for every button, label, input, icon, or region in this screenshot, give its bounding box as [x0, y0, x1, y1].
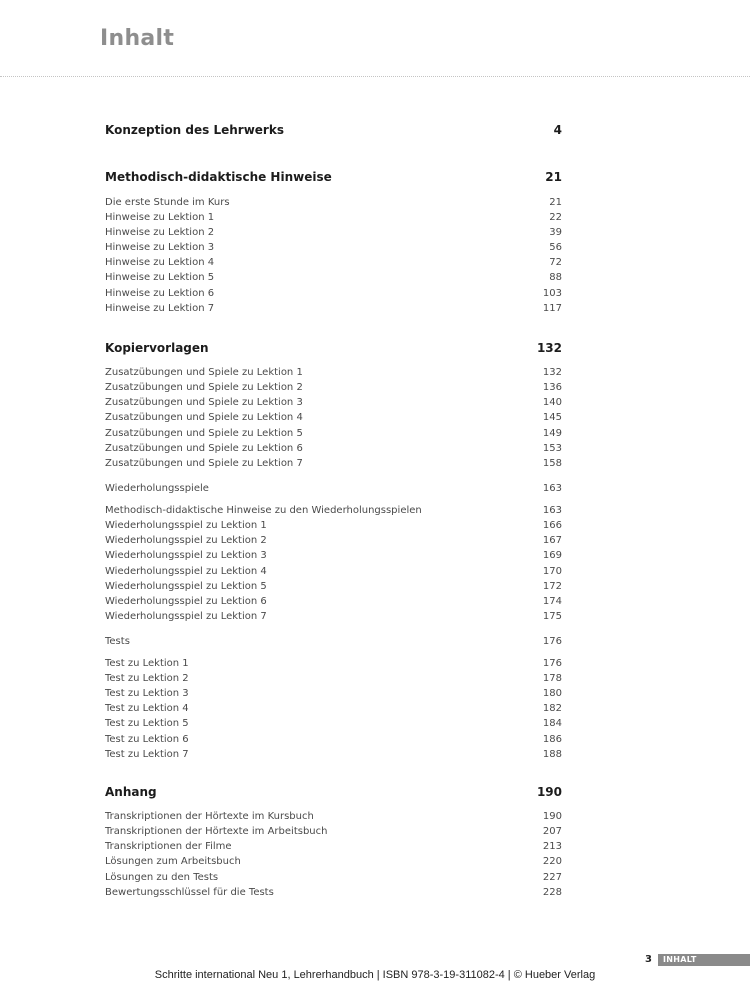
toc-entry-page: 56: [549, 242, 562, 253]
toc-entry[interactable]: [105, 367, 562, 378]
toc-entry-label: Test zu Lektion 3: [105, 688, 189, 699]
toc-entry-label: Wiederholungsspiel zu Lektion 4: [105, 566, 267, 577]
toc-heading-label: Kopiervorlagen: [105, 341, 209, 355]
toc-entry-page: 158: [542, 458, 562, 469]
toc-heading-label: Anhang: [105, 785, 157, 799]
toc-entry-label: Hinweise zu Lektion 3: [105, 242, 215, 253]
toc-entry-label: Hinweise zu Lektion 5: [105, 272, 215, 283]
toc-entry[interactable]: [105, 581, 562, 592]
toc-heading-page: 190: [536, 785, 562, 799]
toc-entry-page: 163: [542, 483, 562, 494]
toc-entry-page: 153: [542, 443, 562, 454]
toc-entry[interactable]: [105, 212, 562, 223]
toc-entry-label: Zusatzübungen und Spiele zu Lektion 6: [105, 443, 303, 454]
page-title: Inhalt: [100, 26, 175, 51]
toc-entry-page: 103: [542, 288, 562, 299]
toc-heading-page: 21: [545, 170, 562, 184]
toc-entry-label: Hinweise zu Lektion 4: [105, 257, 215, 268]
toc-entry[interactable]: [105, 520, 562, 531]
toc-entry-page: 163: [542, 505, 562, 516]
toc-entry-page: 72: [549, 257, 562, 268]
toc-entry[interactable]: [105, 734, 562, 745]
toc-entry-label: Wiederholungsspiel zu Lektion 7: [105, 611, 267, 622]
toc-entry-page: 184: [542, 718, 562, 729]
toc-entry-label: Zusatzübungen und Spiele zu Lektion 4: [105, 412, 303, 423]
toc-entry[interactable]: [105, 811, 562, 822]
toc-entry-page: 39: [549, 227, 562, 238]
toc-entry[interactable]: [105, 688, 562, 699]
toc-entry-page: 149: [542, 428, 562, 439]
toc-entry[interactable]: [105, 749, 562, 760]
toc-entry-page: 228: [542, 887, 562, 898]
publication-footer: Schritte international Neu 1, Lehrerhandbuch | ISBN 978-3-19-311082-4 | © Hueber Verlag: [154, 969, 596, 981]
toc-entry-page: 22: [549, 212, 562, 223]
toc-entry-label: Transkriptionen der Hörtexte im Kursbuch: [105, 811, 314, 822]
toc-subheading-wiederholungsspiele[interactable]: [105, 483, 562, 494]
toc-entry[interactable]: [105, 227, 562, 238]
toc-entry[interactable]: [105, 505, 562, 516]
toc-entry-label: Hinweise zu Lektion 1: [105, 212, 215, 223]
toc-entry-page: 178: [542, 673, 562, 684]
toc-entry[interactable]: [105, 856, 562, 867]
toc-entry[interactable]: [105, 703, 562, 714]
toc-entry-label: Transkriptionen der Filme: [105, 841, 232, 852]
toc-entry[interactable]: [105, 566, 562, 577]
toc-entry-page: 182: [542, 703, 562, 714]
toc-entry[interactable]: [105, 197, 562, 208]
toc-heading-methodisch[interactable]: [105, 170, 562, 184]
toc-entry[interactable]: [105, 718, 562, 729]
toc-entry-label: Test zu Lektion 2: [105, 673, 189, 684]
toc-entry-page: 21: [549, 197, 562, 208]
toc-entry-label: Test zu Lektion 1: [105, 658, 189, 669]
toc-entry-label: Transkriptionen der Hörtexte im Arbeitsbuch: [105, 826, 328, 837]
toc-heading-kopiervorlagen[interactable]: [105, 341, 562, 355]
page-number: 3: [645, 954, 652, 965]
toc-entry[interactable]: [105, 826, 562, 837]
toc-entry-page: 180: [542, 688, 562, 699]
toc-entry-label: Hinweise zu Lektion 7: [105, 303, 215, 314]
toc-entry-page: 174: [542, 596, 562, 607]
toc-heading-label: Konzeption des Lehrwerks: [105, 123, 284, 137]
toc-entry-label: Die erste Stunde im Kurs: [105, 197, 230, 208]
section-label: INHALT: [663, 955, 697, 964]
toc-entry-label: Test zu Lektion 4: [105, 703, 189, 714]
toc-entry-page: 169: [542, 550, 562, 561]
toc-entry[interactable]: [105, 611, 562, 622]
toc-entry-label: Zusatzübungen und Spiele zu Lektion 1: [105, 367, 303, 378]
toc-entry-page: 227: [542, 872, 562, 883]
toc-entry[interactable]: [105, 303, 562, 314]
toc-entry-label: Wiederholungsspiel zu Lektion 2: [105, 535, 267, 546]
toc-entry-page: 186: [542, 734, 562, 745]
toc-entry-label: Test zu Lektion 5: [105, 718, 189, 729]
toc-entry-page: 140: [542, 397, 562, 408]
toc-heading-page: 132: [536, 341, 562, 355]
toc-entry[interactable]: [105, 272, 562, 283]
toc-entry[interactable]: [105, 887, 562, 898]
toc-entry-label: Wiederholungsspiel zu Lektion 1: [105, 520, 267, 531]
toc-entry-page: 145: [542, 412, 562, 423]
toc-entry[interactable]: [105, 596, 562, 607]
toc-heading-anhang[interactable]: [105, 785, 562, 799]
toc-entry-page: 190: [542, 811, 562, 822]
toc-entry-label: Hinweise zu Lektion 6: [105, 288, 215, 299]
toc-entry-page: 167: [542, 535, 562, 546]
toc-entry-label: Bewertungsschlüssel für die Tests: [105, 887, 274, 898]
toc-entry-page: 172: [542, 581, 562, 592]
toc-entry-page: 207: [542, 826, 562, 837]
toc-entry-page: 88: [549, 272, 562, 283]
toc-entry[interactable]: [105, 242, 562, 253]
toc-entry-label: Methodisch-didaktische Hinweise zu den Wiederholungsspielen: [105, 505, 422, 516]
toc-entry-label: Zusatzübungen und Spiele zu Lektion 7: [105, 458, 303, 469]
section-label-bar: [658, 954, 750, 966]
toc-entry-label: Zusatzübungen und Spiele zu Lektion 2: [105, 382, 303, 393]
toc-entry[interactable]: [105, 872, 562, 883]
toc-entry[interactable]: [105, 673, 562, 684]
toc-entry[interactable]: [105, 841, 562, 852]
toc-entry-page: 170: [542, 566, 562, 577]
toc-entry[interactable]: [105, 397, 562, 408]
toc-entry[interactable]: [105, 412, 562, 423]
toc-entry[interactable]: [105, 382, 562, 393]
toc-entry-label: Wiederholungsspiele: [105, 483, 209, 494]
toc-entry[interactable]: [105, 458, 562, 469]
toc-entry-label: Wiederholungsspiel zu Lektion 5: [105, 581, 267, 592]
toc-heading-page: 4: [553, 123, 562, 137]
toc-entry[interactable]: [105, 550, 562, 561]
toc-entry-label: Test zu Lektion 6: [105, 734, 189, 745]
toc-entry-page: 188: [542, 749, 562, 760]
toc-entry-label: Zusatzübungen und Spiele zu Lektion 5: [105, 428, 303, 439]
toc-entry-page: 117: [542, 303, 562, 314]
toc-entry-label: Tests: [105, 636, 130, 647]
toc-subheading-tests[interactable]: [105, 636, 562, 647]
header-divider: [0, 76, 750, 77]
toc-entry-page: 132: [542, 367, 562, 378]
toc-entry-label: Wiederholungsspiel zu Lektion 3: [105, 550, 267, 561]
toc-entry-label: Hinweise zu Lektion 2: [105, 227, 215, 238]
toc-entry[interactable]: [105, 257, 562, 268]
toc-heading-label: Methodisch-didaktische Hinweise: [105, 170, 332, 184]
toc-entry-label: Test zu Lektion 7: [105, 749, 189, 760]
toc-entry[interactable]: [105, 535, 562, 546]
toc-entry-label: Wiederholungsspiel zu Lektion 6: [105, 596, 267, 607]
toc-entry-page: 176: [542, 636, 562, 647]
toc-heading-konzeption[interactable]: [105, 123, 562, 137]
toc-entry-label: Lösungen zum Arbeitsbuch: [105, 856, 241, 867]
toc-entry-page: 213: [542, 841, 562, 852]
toc-entry-page: 175: [542, 611, 562, 622]
toc-entry-page: 166: [542, 520, 562, 531]
toc-entry[interactable]: [105, 443, 562, 454]
toc-entry-page: 136: [542, 382, 562, 393]
toc-entry[interactable]: [105, 288, 562, 299]
toc-entry[interactable]: [105, 428, 562, 439]
toc-entry[interactable]: [105, 658, 562, 669]
toc-entry-page: 220: [542, 856, 562, 867]
toc-entry-label: Lösungen zu den Tests: [105, 872, 219, 883]
toc-entry-label: Zusatzübungen und Spiele zu Lektion 3: [105, 397, 303, 408]
toc-entry-page: 176: [542, 658, 562, 669]
